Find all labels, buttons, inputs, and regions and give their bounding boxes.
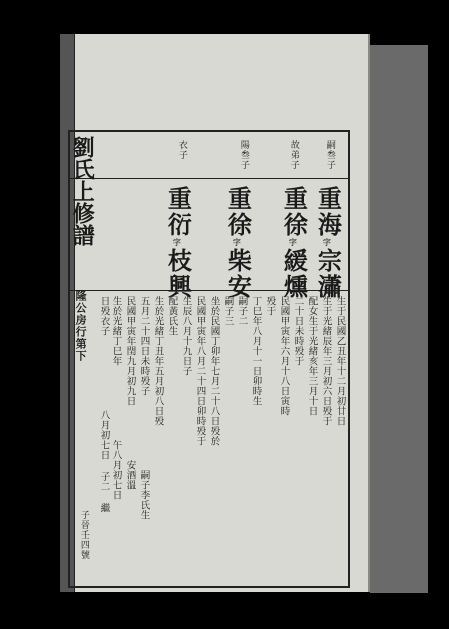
person-name-2: [279, 186, 309, 300]
branch-section: 隆公房行第下: [74, 290, 88, 362]
person-name-3: [223, 186, 253, 300]
given-char: 徐: [279, 212, 309, 238]
generation-char: 重: [313, 186, 343, 212]
courtesy-mark: 字: [172, 238, 183, 248]
bio-column-2: 生于光緒辰年三月初六日殁于: [320, 296, 332, 426]
bio-column-17: 生於光緒丁巳年: [110, 296, 122, 366]
courtesy-mark: 字: [322, 238, 333, 248]
bio-column-15: 五月二十四日未時殁子: [138, 296, 150, 396]
column-tag-1: 嗣叁子: [324, 140, 335, 170]
bio-column-19: 八月初七日 子二 繼: [98, 410, 110, 513]
person-name-4: [163, 186, 193, 300]
generation-char: 重: [279, 186, 309, 212]
bio-column-11: 民國甲寅年八月二十四日卯時殁于: [194, 296, 206, 446]
background-panel: [370, 45, 428, 593]
bio-column-22: 嗣子李氏生: [138, 470, 150, 520]
bio-column-18: 日殁衣子: [98, 296, 110, 336]
genealogy-title: 劉氏上修譜: [69, 136, 96, 246]
courtesy-mark: 字: [232, 238, 243, 248]
column-tag-3: 陽叁子: [238, 140, 249, 170]
page-number: 子晉壬四號: [78, 510, 89, 560]
courtesy-name: 宗瀟: [313, 248, 343, 300]
bio-column-13: 配黃氏生: [166, 296, 178, 336]
bio-column-9: 嗣子三: [222, 296, 234, 326]
tag-divider: [68, 178, 350, 179]
bio-column-4: 二十日未時殁于: [292, 296, 304, 366]
bio-column-1: 生于民國乙丑年十二月初廿日: [334, 296, 346, 426]
bio-column-21: 安酒溫: [124, 460, 136, 490]
courtesy-name: 枝興: [163, 248, 193, 300]
bio-column-3: 配女生于光緒亥年三月十日: [306, 296, 318, 416]
column-tag-4: 衣子: [176, 140, 187, 160]
bio-column-6: 殁于: [264, 296, 276, 316]
bio-column-7: 丁巳年八月十一日卯時生: [250, 296, 262, 406]
given-char: 衍: [163, 212, 193, 238]
person-name-1: [313, 186, 343, 300]
bio-column-12: 生辰八月十九日子: [180, 296, 192, 376]
bio-column-5: 民國甲寅年六月十八日寅時: [278, 296, 290, 416]
column-tag-2: 故弟子: [288, 140, 299, 170]
courtesy-mark: 字: [288, 238, 299, 248]
bio-column-8: 嗣子二: [236, 296, 248, 326]
bio-column-14: 生於光緒丁丑年五月初八日殁: [152, 296, 164, 426]
given-char: 徐: [223, 212, 253, 238]
generation-char: 重: [163, 186, 193, 212]
bio-column-10: 坐於民國丁卯年七月二十八日殁於: [208, 296, 220, 446]
generation-char: 重: [223, 186, 253, 212]
courtesy-name: 緩燻: [279, 248, 309, 300]
given-char: 海: [313, 212, 343, 238]
bio-column-20: 午八月初七日: [110, 440, 122, 500]
bio-column-16: 民國甲寅年閏九月初九日: [124, 296, 136, 406]
courtesy-name: 柴安: [223, 248, 253, 300]
